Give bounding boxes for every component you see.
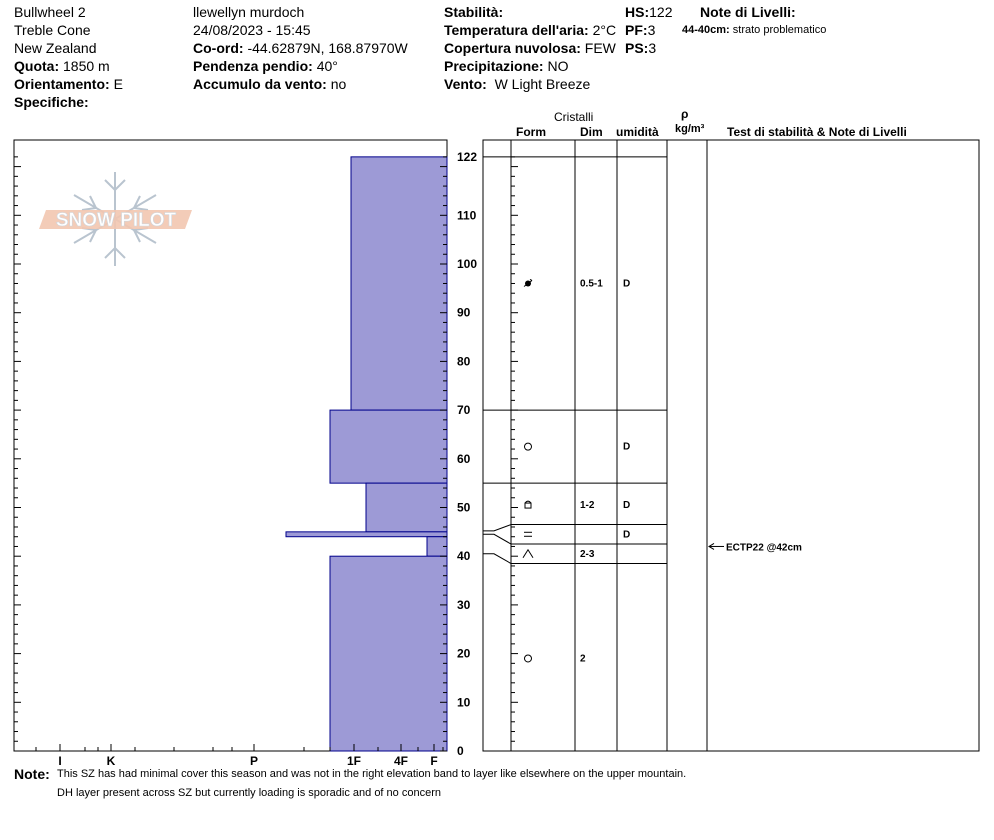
test-label: ECTP22 @42cm <box>726 542 802 554</box>
cloud-value: FEW <box>584 40 616 56</box>
pf-label: PF: <box>625 22 648 38</box>
hardness-layer <box>330 556 447 751</box>
aspect-value: E <box>113 76 123 92</box>
decomposing-icon <box>524 279 532 286</box>
layer-note-range: 44-40cm: <box>682 24 730 36</box>
grain-moisture: D <box>623 441 631 453</box>
wind-loading-value: no <box>330 76 347 92</box>
aspect-label: Orientamento: <box>14 76 110 92</box>
datetime: 24/08/2023 - 15:45 <box>193 22 311 38</box>
hardness-tick-label: F <box>430 754 438 768</box>
stability-label: Stabilità: <box>444 4 504 20</box>
hardness-layer <box>330 410 447 483</box>
grain-connector <box>483 534 511 544</box>
grain-connector <box>483 525 511 531</box>
y-tick-label: 60 <box>457 451 471 466</box>
y-tick-label: 110 <box>457 208 477 223</box>
faceted-rounded-icon <box>525 501 531 508</box>
y-tick-label: 30 <box>457 597 471 612</box>
y-tick-label: 40 <box>457 549 471 564</box>
cloud-label: Copertura nuvolosa: <box>444 40 581 56</box>
precip-value: NO <box>547 58 569 74</box>
grain-size: 0.5-1 <box>580 278 603 290</box>
slope-value: 40° <box>316 58 338 74</box>
hardness-layer <box>351 157 447 410</box>
y-tick-label: 70 <box>457 403 471 418</box>
notes-label: Note: <box>14 766 50 782</box>
grain-size: 1-2 <box>580 500 595 512</box>
stability-tests <box>709 542 802 553</box>
country-name: New Zealand <box>14 40 97 56</box>
layer-notes-title: Note di Livelli: <box>700 4 796 20</box>
hardness-layer <box>286 532 447 537</box>
hardness-tick-label: P <box>249 754 259 768</box>
hardness-layer <box>366 483 447 532</box>
grain-connector <box>483 554 511 564</box>
y-tick-label: 100 <box>457 257 478 271</box>
hs-label: HS: <box>625 4 650 20</box>
location-name: Bullwheel 2 <box>14 4 86 20</box>
wind-loading-label: Accumulo da vento: <box>193 76 327 92</box>
hs-value: 122 <box>649 4 673 20</box>
y-tick-label: 20 <box>457 646 471 661</box>
y-tick-label: 10 <box>457 695 471 710</box>
grain-table-frame <box>483 140 979 751</box>
hardness-tick-label: K <box>106 754 116 768</box>
form-header: Form <box>516 125 546 139</box>
coord-value: -44.62879N, 168.87970W <box>247 40 408 56</box>
grain-moisture: D <box>623 278 631 290</box>
snowpilot-logo <box>39 172 192 266</box>
ps-label: PS: <box>625 40 649 56</box>
hardness-tick-label: 1F <box>346 754 362 768</box>
y-tick-label: 0 <box>457 744 464 758</box>
coord-label: Co-ord: <box>193 40 244 56</box>
specifics-label: Specifiche: <box>14 94 89 110</box>
pf-value: 3 <box>647 22 656 38</box>
slope-label: Pendenza pendio: <box>193 58 313 74</box>
notes-line-1: This SZ has had minimal cover this season and was not in the right elevation band to layer like elsewhere on the upper mountain. <box>57 768 687 780</box>
notes-line-2: DH layer present across SZ but currently loading is sporadic and of no concern <box>57 787 441 799</box>
crystals-header: Cristalli <box>554 110 594 124</box>
elevation-value: 1850 m <box>63 58 110 74</box>
rounded-grain-icon <box>525 443 532 450</box>
grain-size: 2 <box>580 653 586 665</box>
rounded-grain-icon <box>525 655 532 662</box>
grain-moisture: D <box>623 500 631 512</box>
ps-value: 3 <box>648 40 657 56</box>
tests-header: Test di stabilità & Note di Livelli <box>727 125 907 139</box>
precip-label: Precipitazione: <box>444 58 544 74</box>
grain-size: 2-3 <box>580 548 595 560</box>
crust-icon <box>524 532 532 536</box>
hardness-tick-label: I <box>58 754 62 768</box>
air-temp-label: Temperatura dell'aria: <box>444 22 589 38</box>
logo-text: SNOW PILOT <box>55 210 177 231</box>
depth-hoar-icon <box>523 550 533 558</box>
area-name: Treble Cone <box>14 22 91 38</box>
size-header: Dim <box>580 125 603 139</box>
density-unit-header: kg/m³ <box>675 123 705 135</box>
y-tick-label: 80 <box>457 354 471 369</box>
hardness-tick-label: 4F <box>393 754 409 768</box>
y-tick-label: 90 <box>457 305 471 320</box>
wind-label: Vento: <box>444 76 487 92</box>
rho-header: ρ <box>681 107 689 121</box>
grain-moisture: D <box>623 529 631 541</box>
elevation-label: Quota: <box>14 58 60 74</box>
air-temp-value: 2°C <box>592 22 617 38</box>
moisture-header: umidità <box>616 125 659 139</box>
y-tick-label: 122 <box>457 149 478 164</box>
observer: llewellyn murdoch <box>193 4 305 20</box>
hardness-profile <box>286 157 447 751</box>
wind-value: W Light Breeze <box>494 76 591 92</box>
layer-note-text: strato problematico <box>732 24 827 36</box>
y-tick-label: 50 <box>457 500 471 515</box>
